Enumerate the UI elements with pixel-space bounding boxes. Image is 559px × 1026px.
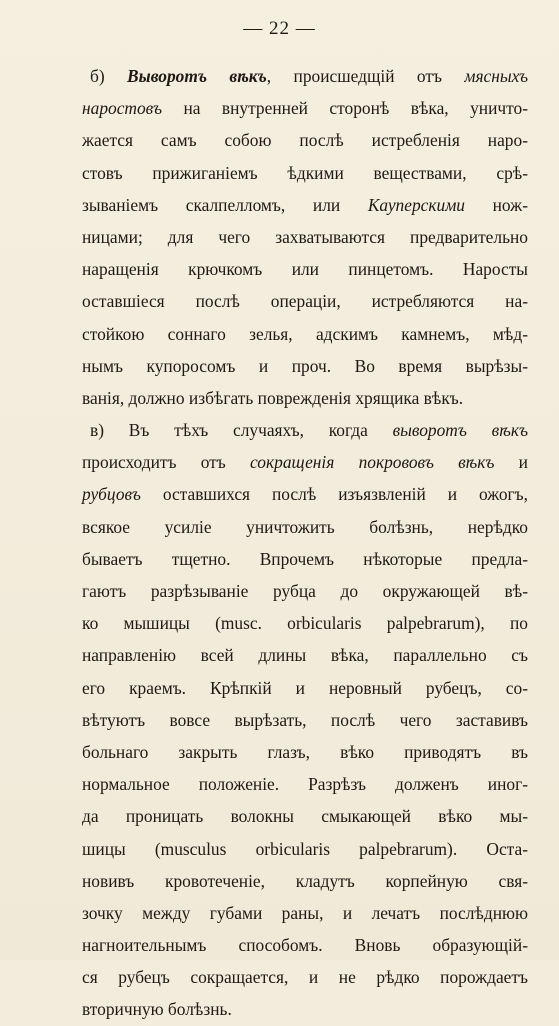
text-line — [82, 60, 528, 92]
text-span: происходитъ отъ — [82, 452, 251, 473]
text-line — [82, 318, 528, 350]
text-span: оставшихся послѣ изъязвленій и ожогъ, — [140, 484, 528, 505]
text-line — [82, 157, 528, 189]
text-line — [82, 350, 528, 382]
text-span: на внутренней сторонѣ вѣка, уничто- — [162, 98, 528, 119]
text-span: направленію всей длины вѣка, параллельно съ — [82, 645, 528, 666]
text-span: , происшедщій отъ — [266, 66, 465, 86]
italic-term: наростовъ — [82, 98, 163, 119]
text-span: вторичную болѣзнь. — [82, 999, 232, 1020]
text-span: оставшіеся послѣ операціи, истребляются на- — [82, 291, 528, 312]
text-span: всякое усиліе уничтожить болѣзнь, нерѣдко — [82, 516, 528, 537]
text-span: б) — [90, 66, 128, 86]
italic-term: рубцовъ — [82, 484, 141, 505]
text-span: шицы (musculus orbicularis palpebrarum). Оста- — [82, 838, 528, 859]
text-line — [82, 253, 528, 285]
text-span: стойкою соннаго зелья, адскимъ камнемъ, мѣд- — [82, 323, 528, 344]
text-line — [82, 446, 528, 478]
text-line — [82, 478, 528, 510]
text-span: его краемъ. Крѣпкій и неровный рубецъ, со- — [82, 677, 528, 698]
text-span: и — [494, 452, 528, 473]
text-line — [82, 543, 528, 575]
italic-term: мясныхъ — [464, 66, 528, 86]
page-number: — 22 — — [243, 18, 316, 39]
text-span: зочку между губами раны, и лечатъ послѣднюю — [82, 902, 528, 923]
text-line — [82, 897, 528, 929]
text-span: нож- — [465, 194, 528, 215]
text-span: нагноительнымъ способомъ. Вновь образующій- — [82, 935, 528, 956]
text-line — [82, 961, 528, 993]
text-line — [82, 768, 528, 800]
text-line — [82, 736, 528, 768]
text-span: гаютъ разрѣзываніе рубца до окружающей вѣ- — [82, 581, 528, 601]
body-text — [82, 60, 528, 1026]
text-span: стовъ прижиганіемъ ѣдкими веществами, срѣ- — [82, 162, 528, 183]
text-line — [82, 929, 528, 961]
text-span: бываетъ тщетно. Впрочемъ нѣкоторые предла- — [82, 548, 528, 569]
text-span: больнаго закрыть глазъ, вѣко приводятъ въ — [82, 741, 528, 762]
text-line — [82, 800, 528, 832]
text-line — [82, 92, 528, 124]
text-span: жается самъ собою послѣ истребленія наро- — [82, 130, 528, 151]
text-line — [82, 189, 528, 221]
text-span: нымъ купоросомъ и проч. Во время вырѣзы- — [82, 355, 528, 376]
text-span: ницами; для чего захватываются предварительно — [82, 226, 528, 247]
italic-term: Выворотъ вѣкъ — [127, 66, 267, 86]
text-span: нормальное положеніе. Разрѣзъ долженъ иног- — [82, 774, 528, 795]
text-span: ванія, должно избѣгать поврежденія хрящика вѣкъ. — [82, 387, 464, 408]
text-line — [82, 865, 528, 897]
text-line — [82, 414, 528, 446]
text-span: ко мышицы (musc. orbicularis palpebrarum), по — [82, 613, 528, 634]
text-line — [82, 511, 528, 543]
italic-term: сокращенія покрововъ вѣкъ — [250, 452, 495, 473]
text-span: ся рубецъ сокращается, и не рѣдко порождаетъ — [82, 967, 528, 988]
text-line — [82, 672, 528, 704]
italic-term: Кауперскими — [367, 194, 465, 215]
text-span: да проницать волокны смыкающей вѣко мы- — [82, 806, 528, 827]
text-line — [82, 639, 528, 671]
text-span: в) Въ тѣхъ случаяхъ, когда — [90, 420, 393, 441]
text-span: новивъ кровотеченіе, кладутъ корпейную свя- — [82, 870, 528, 891]
text-line — [82, 704, 528, 736]
text-line — [82, 993, 528, 1025]
text-line — [82, 285, 528, 317]
text-line — [82, 382, 528, 414]
text-line — [82, 607, 528, 639]
text-span: зываніемъ скалпелломъ, или — [82, 194, 368, 215]
italic-term: выворотъ вѣкъ — [392, 420, 528, 441]
text-span: вѣтуютъ вовсе вырѣзать, послѣ чего заставивъ — [82, 709, 528, 730]
text-span: наращенія крючкомъ или пинцетомъ. Наросты — [82, 259, 528, 280]
text-line — [82, 221, 528, 253]
text-line — [82, 124, 528, 156]
text-line — [82, 833, 528, 865]
text-line — [82, 575, 528, 607]
